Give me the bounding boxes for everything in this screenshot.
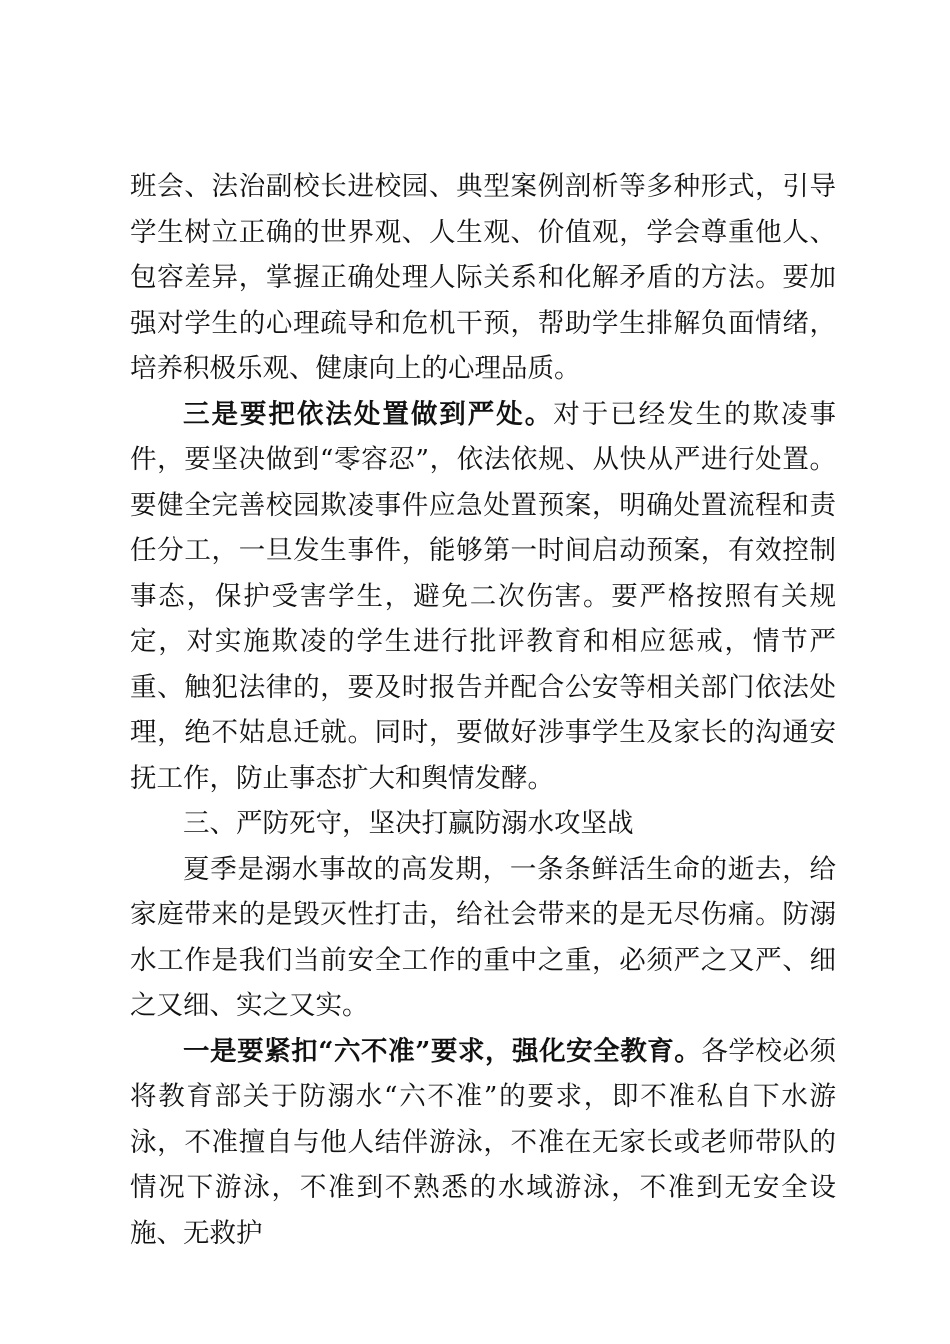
paragraph-4-lead: 一是要紧扣“六不准”要求，强化安全教育。 bbox=[183, 1035, 702, 1067]
paragraph-1: 班会、法治副校长进校园、典型案例剖析等多种形式，引导学生树立正确的世界观、人生观、价值观，学会尊重他人、包容差异，掌握正确处理人际关系和化解矛盾的方法。要加强对学生的心理疏导和危机干预，帮助学生排解负面情绪，培养积极乐观、健康向上的心理品质。 bbox=[130, 171, 836, 384]
paragraph-2-body: 对于已经发生的欺凌事件，要坚决做到“零容忍”，依法依规、从快从严进行处置。要健全完善校园欺凌事件应急处置预案，明确处置流程和责任分工，一旦发生事件，能够第一时间启动预案，有效控制事态，保护受害学生，避免二次伤害。要严格按照有关规定，对实施欺凌的学生进行批评教育和相应惩戒，情节严重、触犯法律的，要及时报告并配合公安等相关部门依法处理，绝不姑息迁就。同时，要做好涉事学生及家长的沟通安抚工作，防止事态扩大和舆情发酵。 bbox=[130, 398, 837, 794]
paragraph-4-body: 各学校必须将教育部关于防溺水“六不准”的要求，即不准私自下水游泳，不准擅自与他人结伴游泳，不准在无家长或老师带队的情况下游泳，不准到不熟悉的水域游泳，不准到无安全设施、无救护 bbox=[130, 1035, 836, 1249]
document-page bbox=[130, 164, 836, 1256]
paragraph-3: 夏季是溺水事故的高发期，一条条鲜活生命的逝去，给家庭带来的是毁灭性打击，给社会带来的是无尽伤痛。防溺水工作是我们当前安全工作的重中之重，必须严之又严、细之又细、实之又实。 bbox=[130, 853, 836, 1021]
section-heading-3: 三、严防死守，坚决打赢防溺水攻坚战 bbox=[183, 808, 634, 839]
paragraph-4 bbox=[130, 1029, 836, 1257]
paragraph-2-lead: 三是要把依法处置做到严处。 bbox=[183, 398, 554, 430]
paragraph-2 bbox=[130, 392, 836, 802]
